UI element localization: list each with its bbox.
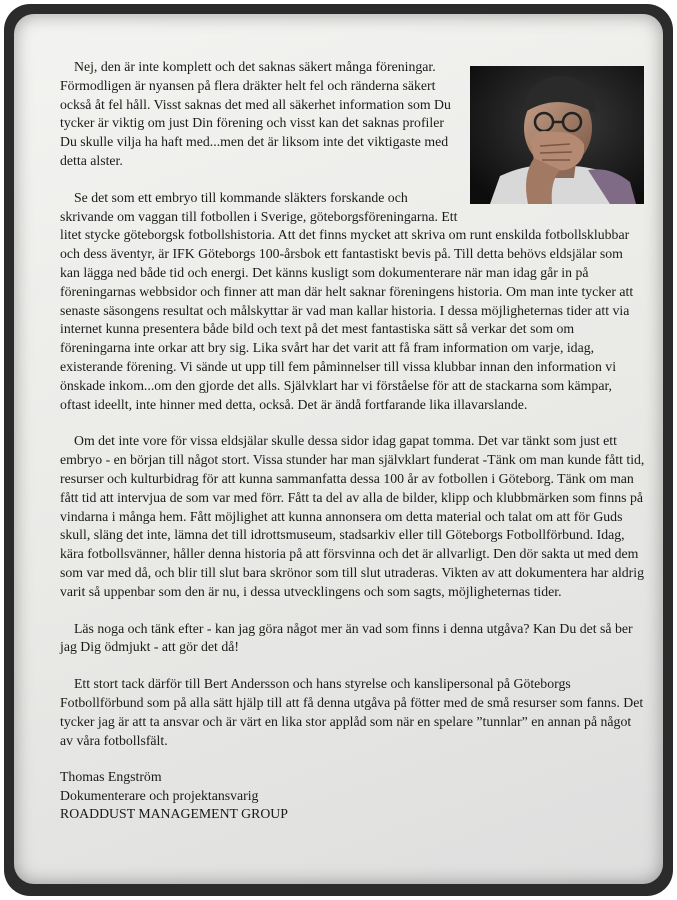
author-photo	[470, 66, 644, 204]
photo-frame	[4, 4, 673, 896]
author-portrait-image	[470, 66, 644, 204]
paragraph-intro: Nej, den är inte komplett och det saknas säkert många föreningar. Förmodligen är nyansen på flera dräkter helt fel och ränderna säkert också åt fel håll. Visst saknas det med all säkerhet information som Du tycker är viktig om just Din förening och visst kan det saknas profiler Du skulle vilja ha haft med...men det är liksom inte det viktigaste med detta alster.	[60, 59, 451, 168]
paragraph-eldsjalar: Om det inte vore för vissa eldsjälar skulle dessa sidor idag gapat tomma. Det var tänkt som just ett embryo - en början till något stort. Vissa stunder har man självklart funderat -Tänk om man kunde fått tid, resurser och kulturbidrag för att kunna sammanfatta dessa 100 år av fotbollen i Göteborg. Tänk om man fått tid att intervjua de som var med förr. Fått ta del av alla de bilder, klipp och klubbmärken som finns på vindarna i många hem. Fått möjlighet att kunna annonsera om detta material och talat om att för Guds skull, släng det inte, lämna det till idrottsmuseum, stadsarkiv eller till Göteborgs Fotbollförbund. Idag, kära fotbollsvänner, håller denna historia på att försvinna och det är allvarligt. Den dör sakta ut med dem som var med då, och blir till slut bara skrönor som till slut utraderas. Vikten av att dokumentera har aldrig varit så uppenbar som den är nu, i dessa utvecklingens och som sagts, möjligheternas tider.	[60, 433, 645, 599]
paragraph-embryo: Se det som ett embryo till kommande släkters forskande och skrivande om vaggan till fotbollen i Sverige, göteborgsföreningarna. Ett litet stycke göteborgsk fotbollshistoria. Att det finns mycket att skriva om runt enskilda fotbollsklubbar och dess äventyr, är IFK Göteborgs 100-årsbok ett fantastiskt bevis på. Till detta behövs eldsjälar som kan lägga ned både tid och energi. Det känns kusligt som dokumenterare när man idag går in på föreningarnas webbsidor och finner att man där helt saknar föreningens historia. Om man inte tycker att senaste säsongens resultat och målskyttar är vad man kallar historia. I dessa möjligheternas tider att via internet kunna presentera både bild och text på det mest fantastiska sätt så verkar det som om föreningarna inte orkar att bry sig. Lika svårt har det varit att få fram information om varje, idag, existerande förening. Vi sände ut upp till fem påminnelser till vissa klubbar innan den information vi önskade inkom...om den gjorde det alls. Självklart har vi förståelse för att de stackarna som kämpar, oftast ideellt, inte hinner med detta, också. Det är ändå fortfarande lika illavarslande.	[60, 189, 634, 412]
signature-organization: ROADDUST MANAGEMENT GROUP	[60, 806, 288, 822]
signature-block	[60, 768, 646, 824]
signature-role: Dokumenterare och projektansvarig	[60, 787, 259, 803]
signature-name: Thomas Engström	[60, 769, 162, 785]
document-page	[14, 14, 663, 884]
paragraph-appeal: Läs noga och tänk efter - kan jag göra något mer än vad som finns i denna utgåva? Kan Du det så ber jag Dig ödmjukt - att gör det då!	[60, 620, 633, 655]
document-body	[60, 58, 646, 824]
paragraph-thanks: Ett stort tack därför till Bert Andersson och hans styrelse och kanslipersonal på Göteborgs Fotbollförbund som på alla sätt hjälp till att få denna utgåva på fötter med de små resurser som fanns. Det tycker jag är att ta ansvar och är värt en lika stor applåd som när en spelare ”tunnlar” en annan på något av våra fotbollsfält.	[60, 676, 644, 748]
